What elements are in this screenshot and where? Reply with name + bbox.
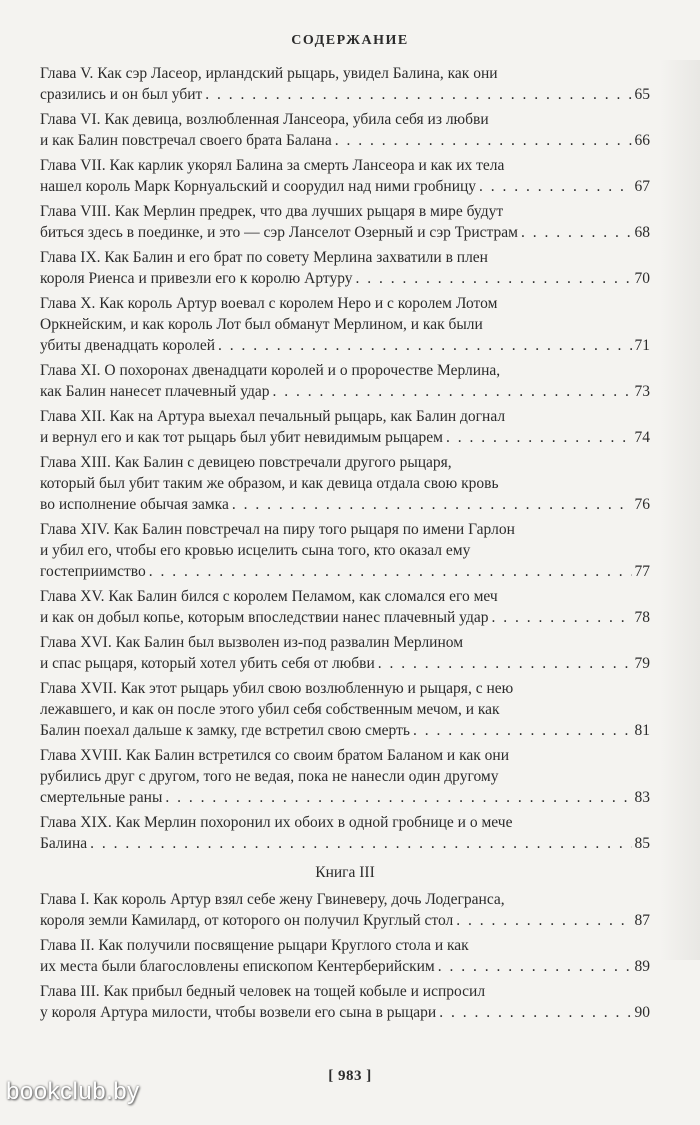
toc-entry-last-line	[40, 427, 650, 448]
dot-leader	[479, 176, 631, 197]
watermark-logo: bookclub.by	[6, 1078, 140, 1105]
toc-page-number: 74	[634, 429, 650, 446]
toc-page-number: 70	[634, 270, 650, 287]
toc-entry-line: сразились и он был убит	[40, 86, 203, 103]
dot-leader	[335, 130, 632, 151]
toc-entry-line: Глава XII. Как на Артура выехал печальный рыцарь, как Балин догнал	[40, 408, 506, 425]
toc-entry-line: и как он добыл копье, которым впоследствии нанес плачевный удар	[40, 609, 489, 626]
toc-page-number: 79	[634, 655, 650, 672]
toc-page-number: 71	[634, 337, 650, 354]
toc-entry-last-line	[40, 130, 650, 151]
toc-entry-line: лежавшего, и как он после этого убил себя собственным мечом, и как	[40, 701, 500, 718]
dot-leader	[521, 222, 632, 243]
toc-entry	[40, 63, 650, 105]
toc-entry	[40, 935, 650, 977]
dot-leader	[491, 607, 631, 628]
toc-entry	[40, 586, 650, 628]
toc-page-number: 83	[634, 789, 650, 806]
dot-leader	[446, 427, 632, 448]
toc-entry-line: Глава XIII. Как Балин с девицею повстречали другого рыцаря,	[40, 454, 452, 471]
toc-entry-line: Глава XV. Как Балин бился с королем Пеламом, как сломался его меч	[40, 588, 498, 605]
toc-entry-line: Оркнейским, и как король Лот был обманут Мерлином, и как были	[40, 316, 483, 333]
toc-entry-last-line	[40, 561, 650, 582]
book-title: Книга III	[315, 864, 375, 881]
toc-section-book-3	[40, 889, 650, 1023]
toc-entry-last-line	[40, 910, 650, 931]
toc-entry	[40, 293, 650, 356]
toc-entry-line: во исполнение обычая замка	[40, 496, 229, 513]
toc-entry-line: Глава II. Как получили посвящение рыцари Круглого стола и как	[40, 937, 469, 954]
toc-entry-line: Глава XIX. Как Мерлин похоронил их обоих в одной гробнице и о мече	[40, 814, 513, 831]
toc-page-number: 73	[634, 383, 650, 400]
toc-entry-line: их места были благословлены епископом Кентерберийским	[40, 958, 435, 975]
toc-entry-last-line	[40, 787, 650, 808]
toc-entry-last-line	[40, 720, 650, 741]
toc-page-number: 67	[634, 178, 650, 195]
toc-entry-last-line	[40, 335, 650, 356]
toc-entry	[40, 406, 650, 448]
toc-entry-last-line	[40, 1002, 650, 1023]
toc-entry-last-line	[40, 833, 650, 854]
toc-entry-last-line	[40, 607, 650, 628]
toc-page-number: 65	[634, 86, 650, 103]
toc-entry-line: и спас рыцаря, который хотел убить себя от любви	[40, 655, 375, 672]
toc-entry-line: Глава IX. Как Балин и его брат по совету Мерлина захватили в плен	[40, 249, 488, 266]
toc-entry	[40, 452, 650, 515]
toc-entry	[40, 201, 650, 243]
toc-entry-line: Глава I. Как король Артур взял себе жену Гвиневеру, дочь Лодегранса,	[40, 891, 505, 908]
toc-entry	[40, 632, 650, 674]
toc-entry-line: как Балин нанесет плачевный удар	[40, 383, 270, 400]
dot-leader	[205, 84, 631, 105]
dot-leader	[456, 910, 631, 931]
toc-entry-line: Глава XVII. Как этот рыцарь убил свою возлюбленную и рыцаря, с нею	[40, 680, 514, 697]
toc-entry-last-line	[40, 222, 650, 243]
toc-entry-line: Глава VI. Как девица, возлюбленная Лансеора, убила себя из любви	[40, 111, 489, 128]
toc-entry-line: биться здесь в поединке, и это — сэр Ланселот Озерный и сэр Тристрам	[40, 224, 518, 241]
toc-section-book-2	[40, 63, 650, 854]
toc-entry-last-line	[40, 956, 650, 977]
toc-entry-line: короля земли Камилард, от которого он получил Круглый стол	[40, 912, 454, 929]
dot-leader	[413, 720, 632, 741]
toc-page-number: 66	[634, 132, 650, 149]
toc-entry-line: смертельные раны	[40, 789, 163, 806]
toc-entry-line: который был убит таким же образом, и как девица отдала свою кровь	[40, 475, 499, 492]
toc-page-number: 90	[634, 1004, 650, 1021]
toc-entry	[40, 678, 650, 741]
dot-leader	[232, 494, 632, 515]
toc-entry-line: Глава V. Как сэр Ласеор, ирландский рыцарь, увидел Балина, как они	[40, 65, 498, 82]
toc-entry-line: и как Балин повстречал своего брата Балана	[40, 132, 332, 149]
page-heading: СОДЕРЖАНИЕ	[291, 33, 409, 48]
toc-entry-last-line	[40, 268, 650, 289]
dot-leader	[438, 956, 632, 977]
toc-entry-last-line	[40, 381, 650, 402]
toc-page-number: 77	[634, 563, 650, 580]
dot-leader	[356, 268, 632, 289]
toc-entry-line: Глава VIII. Как Мерлин предрек, что два лучших рыцаря в мире будут	[40, 203, 504, 220]
page-number: [ 983 ]	[328, 1068, 372, 1084]
toc-entry-line: Глава III. Как прибыл бедный человек на тощей кобыле и испросил	[40, 983, 486, 1000]
toc-page-number: 87	[634, 912, 650, 929]
toc-entry	[40, 155, 650, 197]
toc-entry-line: и вернул его и как тот рыцарь был убит невидимым рыцарем	[40, 429, 443, 446]
page-bleed-shadow	[660, 60, 700, 960]
toc-entry-last-line	[40, 84, 650, 105]
toc-entry-line: нашел король Марк Корнуальский и соорудил над ними гробницу	[40, 178, 477, 195]
toc-entry	[40, 889, 650, 931]
toc-entry-last-line	[40, 653, 650, 674]
toc-entry-last-line	[40, 176, 650, 197]
toc-page-number: 68	[634, 224, 650, 241]
toc-entry-line: Балин поехал дальше к замку, где встретил свою смерть	[40, 722, 410, 739]
toc-page-number: 78	[634, 609, 650, 626]
toc-page-number: 81	[634, 722, 650, 739]
toc-entry-line: Глава XIV. Как Балин повстречал на пиру того рыцаря по имени Гарлон	[40, 521, 515, 538]
toc-page-number: 76	[634, 496, 650, 513]
toc-page-number: 89	[634, 958, 650, 975]
toc-page-number: 85	[634, 835, 650, 852]
toc-entry-line: короля Риенса и привезли его к королю Артуру	[40, 270, 353, 287]
toc-entry-line: Балина	[40, 835, 88, 852]
toc-entry-line: гостеприимство	[40, 563, 146, 580]
toc-entry-last-line	[40, 494, 650, 515]
dot-leader	[90, 833, 631, 854]
toc-entry-line: Глава XVIII. Как Балин встретился со своим братом Баланом и как они	[40, 747, 510, 764]
table-of-contents	[40, 63, 650, 1027]
toc-entry	[40, 745, 650, 808]
toc-entry	[40, 812, 650, 854]
toc-entry-line: у короля Артура милости, чтобы возвели его сына в рыцари	[40, 1004, 437, 1021]
toc-entry-line: и убил его, чтобы его кровью исцелить сына того, кто оказал ему	[40, 542, 471, 559]
toc-entry-line: Глава X. Как король Артур воевал с королем Неро и с королем Лотом	[40, 295, 498, 312]
dot-leader	[439, 1002, 631, 1023]
toc-entry	[40, 981, 650, 1023]
dot-leader	[378, 653, 632, 674]
toc-entry-line: Глава VII. Как карлик укорял Балина за смерть Лансеора и как их тела	[40, 157, 505, 174]
dot-leader	[165, 787, 631, 808]
toc-entry	[40, 360, 650, 402]
dot-leader	[218, 335, 631, 356]
toc-entry-line: Глава XI. О похоронах двенадцати королей и о пророчестве Мерлина,	[40, 362, 501, 379]
toc-entry	[40, 519, 650, 582]
toc-entry-line: убиты двенадцать королей	[40, 337, 216, 354]
dot-leader	[149, 561, 632, 582]
toc-entry	[40, 109, 650, 151]
dot-leader	[272, 381, 631, 402]
toc-entry-line: рубились друг с другом, того не ведая, пока не нанесли один другому	[40, 768, 499, 785]
toc-entry-line: Глава XVI. Как Балин был вызволен из-под развалин Мерлином	[40, 634, 464, 651]
toc-entry	[40, 247, 650, 289]
